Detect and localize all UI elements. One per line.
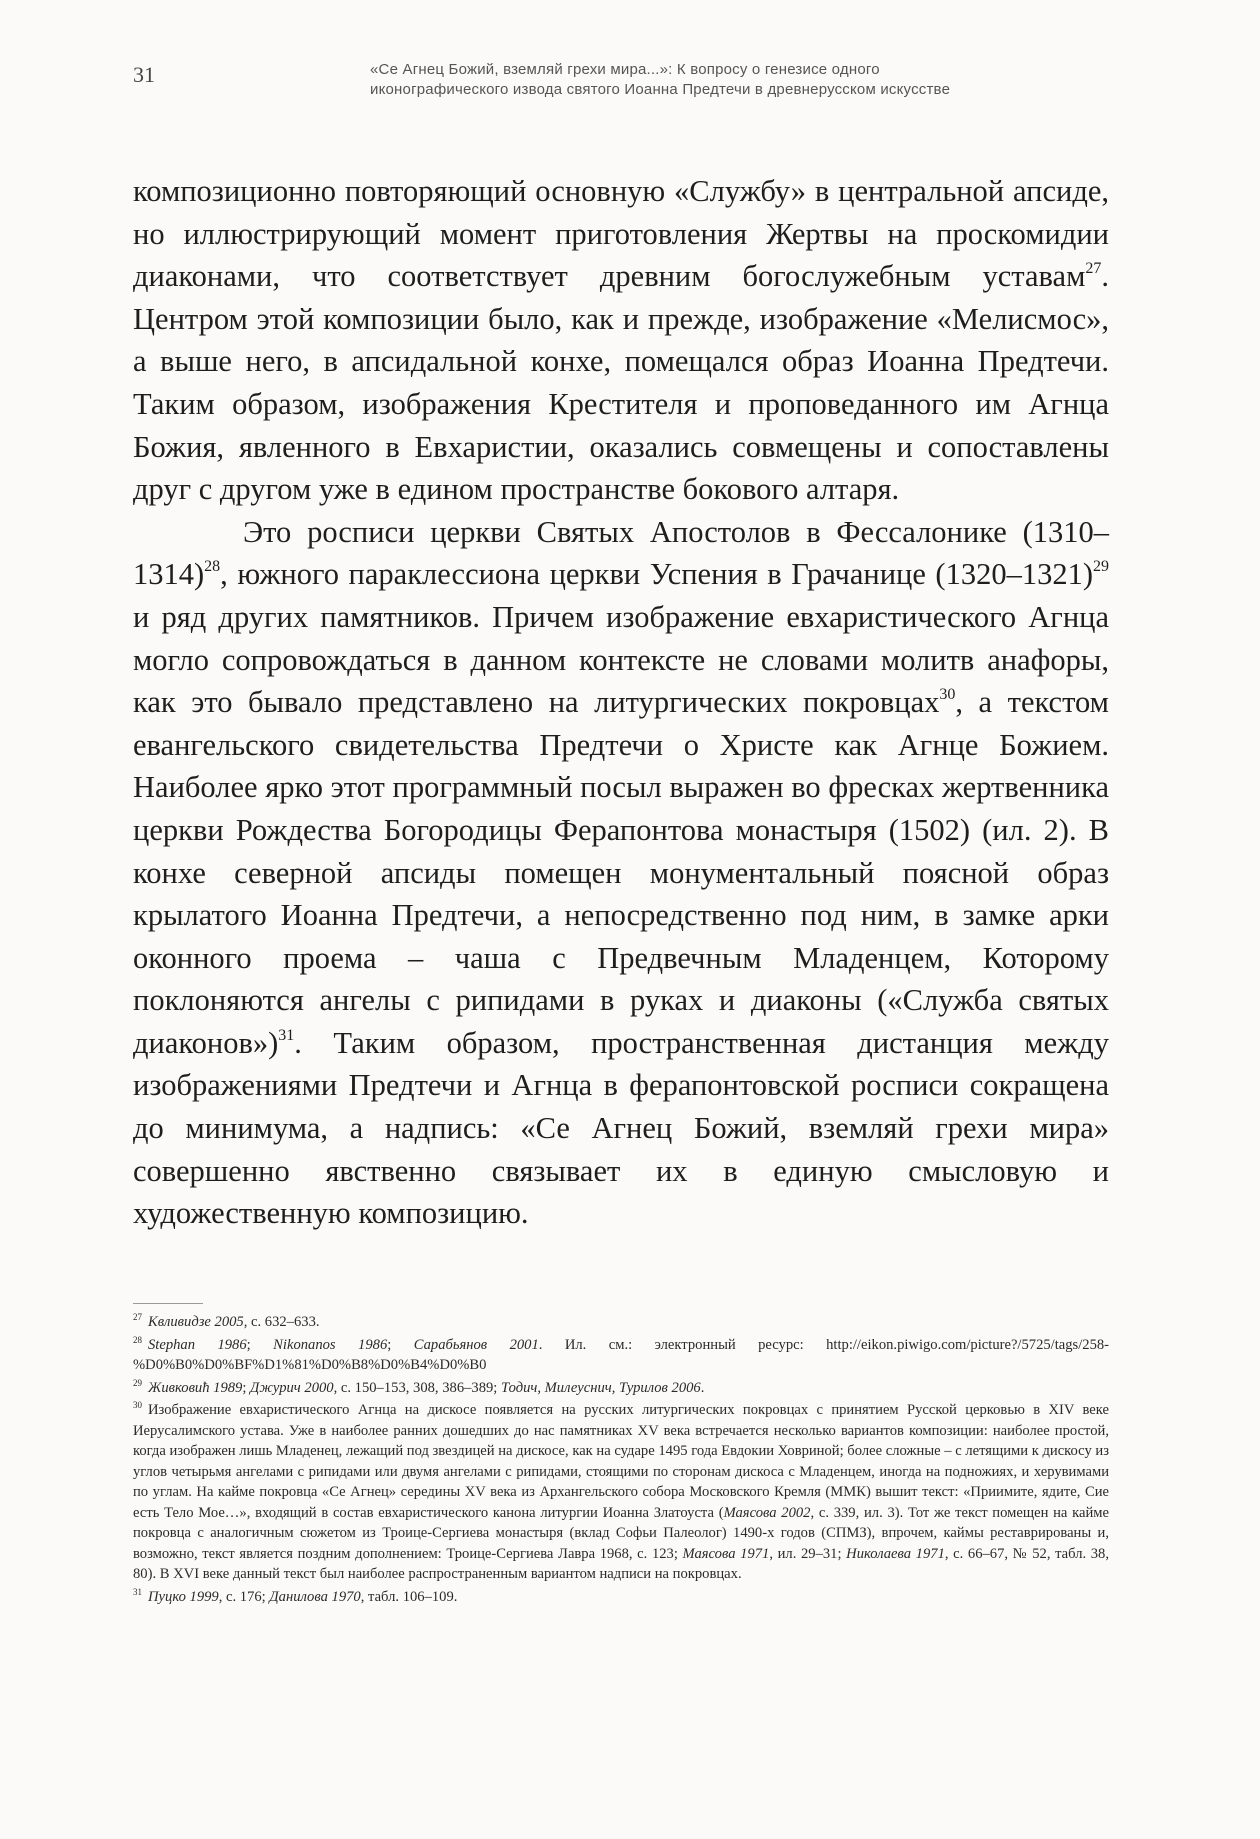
note-text: , с. 339, ил. 3). Тот же текст помещен на кайме покровца с аналогичным сюжетом из Троице-Сергиева монастыря (вклад Софьи Палеолог) 1490-х годов (СПМЗ), впрочем, каймы реставрированы и, возможно, текст является поздним дополнением: Троице-Сергиева Лавра 1968, с. 123; [133,1504,1110,1562]
running-head-line-1: «Се Агнец Божий, вземляй грехи мира...»: К вопросу о генезисе одного [370,61,880,78]
footnote-ref-28[interactable]: 28 [204,558,221,576]
running-head [370,60,1030,100]
footnote-27 [133,1312,1109,1333]
running-head-line-2: иконографического извода святого Иоанна Предтечи в древнерусском искусстве [370,81,951,98]
note-text: , с. 632–633. [243,1314,320,1330]
text-run: , а текстом евангельского свидетельства Предтечи о Христе как Агнце Божием. Наиболее ярко этот программный посыл выражен во фресках жертвенника церкви Рождества Богородицы Ферапонтова монастыря (1502) (ил. 2). В конхе северной апсиды помещен монументальный поясной образ крылатого Иоанна Предтечи, а непосредственно под ним, в замке арки оконного проема – чаша с Предвечным Младенцем, Которому поклоняются ангелы с рипидами в руках и диаконы («Служба святых диаконов») [133,685,1109,1060]
paragraph-2 [133,511,1109,1235]
footnote-ref-29[interactable]: 29 [1093,558,1109,576]
footnote-rule [133,1303,203,1304]
footnote-number: 27 [133,1312,142,1322]
text-run: и ряд других памятников. Причем изображение евхаристического Агнца могло сопровождаться в данном контексте не словами молитв анафоры, как это бывало представлено на литургических покровцах [133,599,1109,720]
note-text: , ил. 29–31; [769,1545,847,1562]
citation: Николаева 1971 [846,1545,945,1562]
text-run: . Таким образом, пространственная дистанция между изображениями Предтечи и Агнца в ферапонтовской росписи сокращена до минимума, а надпись: «Се Агнец Божий, вземляй грехи мира» совершенно явственно связывает их в единую смысловую и художественную композицию. [133,1025,1109,1231]
note-text: , с. 150–153, 308, 386–389; [333,1379,502,1396]
citation: Маясова 1971 [682,1545,770,1562]
note-text: ; [242,1379,251,1396]
note-text: , с. 66–67, № 52, табл. 38, 80). В XVI веке данный текст был наиболее распространенным вариантом надписи на покровцах. [133,1545,1109,1582]
text-run: композиционно повторяющий основную «Службу» в центральной апсиде, но иллюстрирующий момент приготовления Жертвы на проскомидии диаконами, что соответствует древним богослужебным уставам [133,174,1109,294]
text-run: . Центром этой композиции было, как и прежде, изображение «Мелисмос», а выше него, в апсидальной конхе, помещался образ Иоанна Предтечи. Таким образом, изображения Крестителя и проповеданного им Агнца Божия, явленного в Евхаристии, оказались совмещены и сопоставлены друг с другом уже в едином пространстве бокового алтаря. [133,259,1109,507]
page-number: 31 [133,62,155,87]
footnote-number: 28 [133,1334,142,1345]
note-text: ; [246,1336,274,1353]
citation: Nikonanos 1986 [273,1336,388,1353]
text-run: , южного параклессиона церкви Успения в Грачанице (1320–1321) [220,557,1093,592]
citation: Тодич, Милеуснич, Турилов 2006 [501,1379,701,1396]
citation: Живковић 1989 [148,1379,243,1396]
citation: Данилова 1970 [269,1588,361,1605]
note-text-with-url[interactable]: . Ил. см.: электронный ресурс: http://eikon.piwigo.com/picture?/5725/tags/258-%D0%B0%D0%BF%D1%81%D0%B8%D0%B4%D0%B0 [133,1336,1110,1373]
note-text: , с. 176; [218,1588,270,1605]
text-run: Это росписи церкви Святых Апостолов в Фессалонике (1310–1314) [133,514,1109,592]
main-text [133,170,1109,1235]
note-text: , табл. 106–109. [360,1588,458,1605]
footnote-29 [133,1378,1109,1399]
note-text: ; [387,1336,414,1353]
footnote-number: 31 [133,1586,142,1597]
citation: Маясова 2002 [723,1504,811,1521]
note-text: . [700,1379,705,1396]
footnote-number: 29 [133,1377,142,1388]
paragraph-1 [133,170,1109,511]
citation: Сарабьянов 2001 [413,1336,539,1353]
note-text: Изображение евхаристического Агнца на дискосе появляется на русских литургических покровцах с принятием Русской церковью в XIV веке Иерусалимского устава. Уже в наиболее ранних дошедших до нас памятниках XV века встречается несколько вариантов композиции: наиболее простой, когда изображен лишь Младенец, лежащий под звездицей на дискосе, как на сударе 1495 года Евдокии Ховриной; более сложные – с летящими к дискосу из углов четырьмя ангелами с рипидами или двумя ангелами с рипидами, стоящими по сторонам дискоса с Младенцем, иногда на подножиях, и херувимами по углам. На кайме покровца «Се Агнец» середины XV века из Архангельского собора Московского Кремля (ММК) вышит текст: «Приимите, ядите, Сие есть Тело Мое…», входящий в состав евхаристического канона литургии Иоанна Златоуста ( [133,1402,1109,1521]
footnote-28 [133,1335,1109,1376]
footnote-ref-30[interactable]: 30 [939,686,956,704]
citation: Квливидзе 2005 [148,1314,244,1330]
footnote-ref-27[interactable]: 27 [1085,260,1102,278]
citation: Джурич 2000 [250,1379,334,1396]
footnote-ref-31[interactable]: 31 [278,1026,295,1044]
citation: Stephan 1986 [148,1336,247,1353]
footnote-30 [133,1400,1109,1585]
citation: Пуцко 1999 [148,1588,219,1605]
footnote-31 [133,1587,1109,1608]
footnotes [133,1312,1109,1609]
footnote-number: 30 [133,1400,142,1410]
